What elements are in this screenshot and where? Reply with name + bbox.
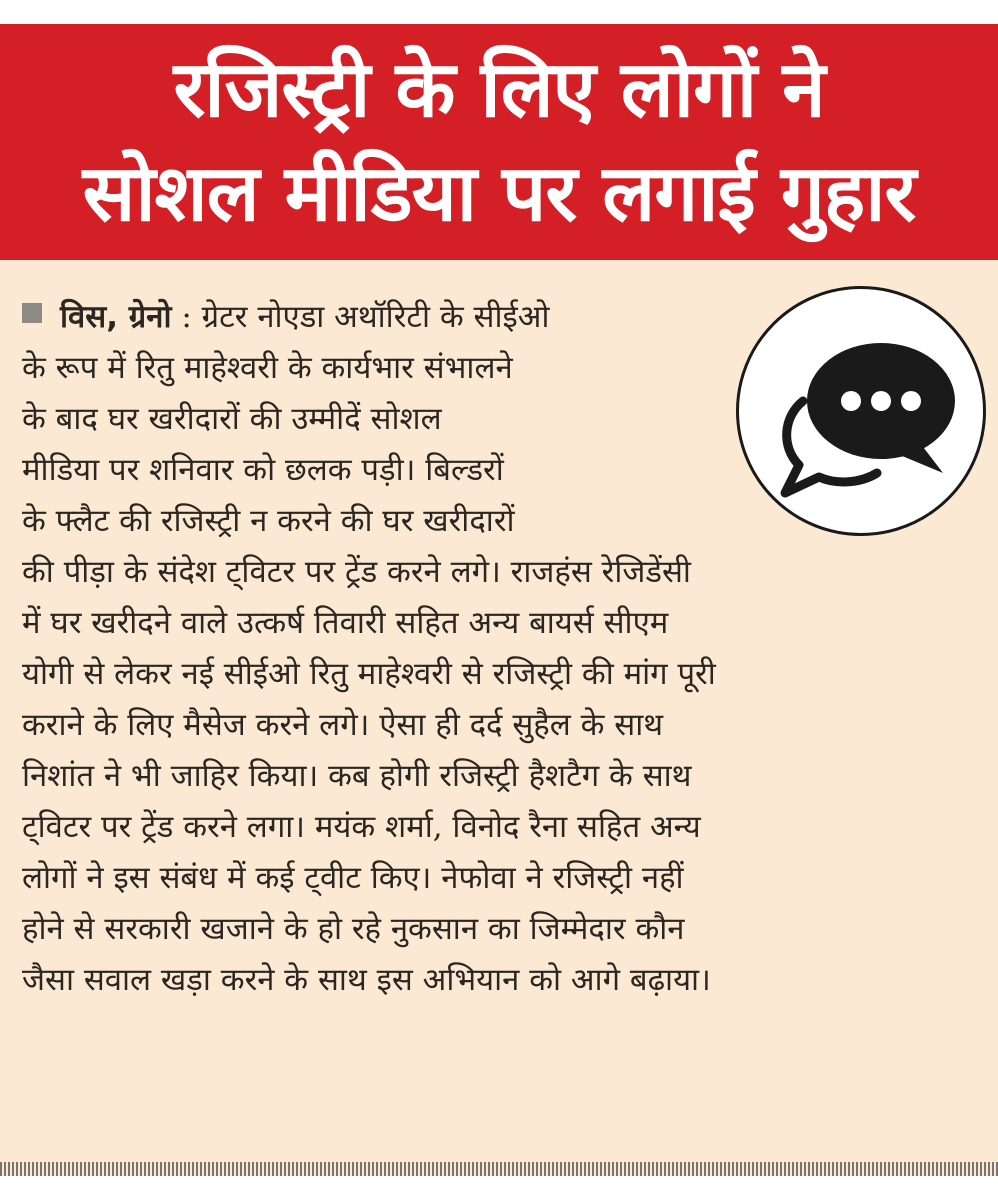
- article-line: कराने के लिए मैसेज करने लगे। ऐसा ही दर्द सुहैल के साथ: [22, 707, 664, 743]
- chat-bubbles-graphic: [739, 289, 983, 533]
- chat-bubbles-icon: [736, 286, 986, 536]
- article-line: होने से सरकारी खजाने के हो रहे नुकसान का जिम्मेदार कौन: [22, 911, 685, 947]
- article-line: लोगों ने इस संबंध में कई ट्वीट किए। नेफोवा ने रजिस्ट्री नहीं: [22, 860, 684, 896]
- article-line: मीडिया पर शनिवार को छलक पड़ी। बिल्डरों: [22, 452, 504, 488]
- article-line: निशांत ने भी जाहिर किया। कब होगी रजिस्ट्री हैशटैग के साथ: [22, 758, 692, 794]
- article-line: योगी से लेकर नई सीईओ रितु माहेश्वरी से रजिस्ट्री की मांग पूरी: [22, 656, 716, 692]
- article-line-text: : ग्रेटर नोएडा अथॉरिटी के सीईओ: [181, 299, 550, 335]
- article-line: के रूप में रितु माहेश्वरी के कार्यभार संभालने: [22, 350, 513, 386]
- bullet-square-icon: [22, 303, 42, 323]
- footer-rule: [0, 1162, 998, 1176]
- headline-line-2: सोशल मीडिया पर लगाई गुहार: [82, 149, 916, 239]
- top-margin: [0, 0, 998, 24]
- article-line: के फ्लैट की रजिस्ट्री न करने की घर खरीदारों: [22, 503, 515, 539]
- article-line: ट्विटर पर ट्रेंड करने लगा। मयंक शर्मा, विनोद रैना सहित अन्य: [22, 809, 701, 845]
- article-line: जैसा सवाल खड़ा करने के साथ इस अभियान को आगे बढ़ाया।: [22, 962, 711, 998]
- headline-banner: [0, 24, 998, 260]
- article-line: की पीड़ा के संदेश ट्विटर पर ट्रेंड करने लगे। राजहंस रेजिडेंसी: [22, 554, 691, 590]
- article-line: के बाद घर खरीदारों की उम्मीदें सोशल: [22, 401, 442, 437]
- bottom-margin: [0, 1176, 998, 1200]
- dateline: विस, ग्रेनो: [60, 299, 172, 335]
- headline-line-1: रजिस्ट्री के लिए लोगों ने: [173, 45, 825, 135]
- article-line: में घर खरीदने वाले उत्कर्ष तिवारी सहित अन्य बायर्स सीएम: [22, 605, 669, 641]
